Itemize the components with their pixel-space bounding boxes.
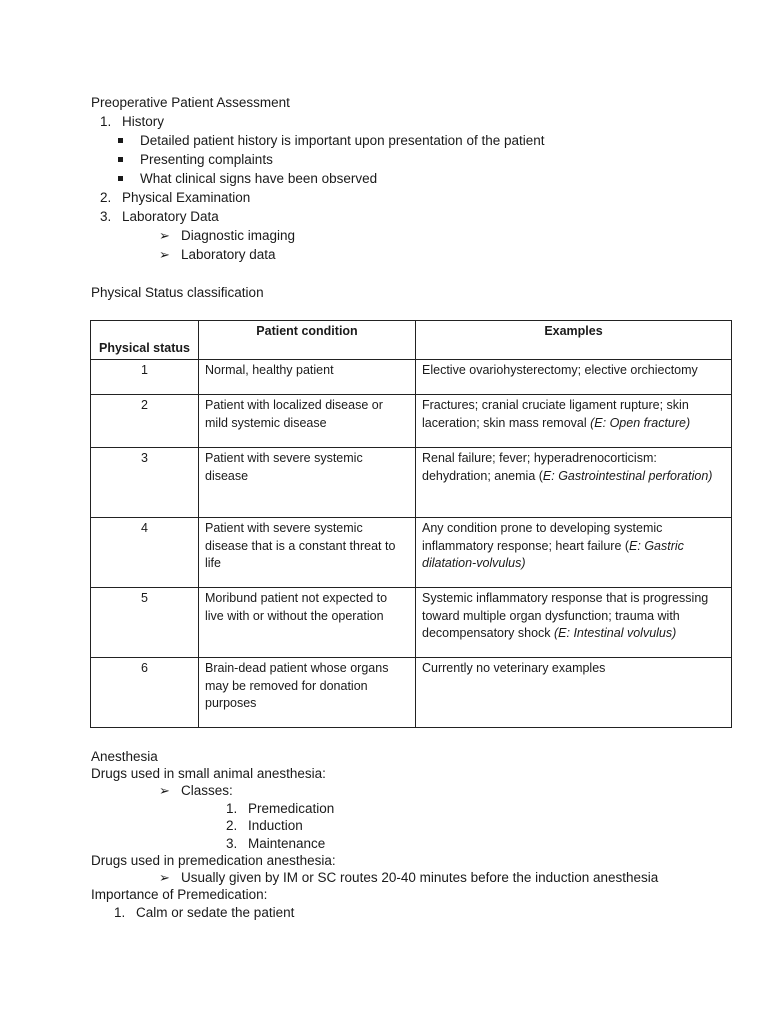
list-number: 2. [226, 818, 238, 833]
examples-italic: E: Gastrointestinal perforation) [542, 468, 713, 483]
square-bullet-icon [118, 176, 123, 181]
list-item: Detailed patient history is important upon presentation of the patient [140, 133, 545, 148]
arrow-bullet-icon: ➢ [159, 783, 170, 798]
text-line: Importance of Premedication: [91, 887, 268, 902]
examples-cell [416, 588, 732, 658]
status-cell: 6 [91, 658, 199, 728]
physical-status-table [90, 320, 732, 728]
header-examples: Examples [416, 321, 732, 360]
examples-cell [416, 448, 732, 518]
list-item-history: History [122, 114, 165, 129]
list-number: 1. [114, 905, 126, 920]
examples-text: Renal failure; fever; hyperadrenocorticism: dehydration; anemia ( [422, 451, 657, 483]
list-item: What clinical signs have been observed [140, 171, 378, 186]
page-title: Preoperative Patient Assessment [91, 95, 290, 110]
list-item-lab-data: Laboratory Data [122, 209, 219, 224]
list-item: Induction [248, 818, 303, 833]
list-item: Premedication [248, 801, 335, 816]
header-physical-status: Physical status [91, 321, 199, 360]
square-bullet-icon [118, 157, 123, 162]
examples-text: Fractures; cranial cruciate ligament rupture; skin laceration; skin mass removal [422, 398, 689, 430]
arrow-bullet-icon: ➢ [159, 247, 170, 262]
condition-cell: Brain-dead patient whose organs may be removed for donation purposes [199, 658, 416, 728]
examples-italic: E: Gastric dilatation-volvulus) [422, 538, 684, 570]
examples-cell [416, 395, 732, 448]
table-row [91, 395, 732, 448]
list-item: Maintenance [248, 836, 326, 851]
condition-cell: Patient with localized disease or mild systemic disease [199, 395, 416, 448]
arrow-bullet-icon: ➢ [159, 228, 170, 243]
text-line: Drugs used in premedication anesthesia: [91, 853, 336, 868]
list-item: Classes: [181, 783, 233, 798]
condition-cell: Patient with severe systemic disease [199, 448, 416, 518]
status-cell: 2 [91, 395, 199, 448]
examples-cell [416, 658, 732, 728]
condition-cell: Normal, healthy patient [199, 360, 416, 395]
table-row [91, 518, 732, 588]
examples-text: Any condition prone to developing systemic inflammatory response; heart failure ( [422, 521, 663, 553]
examples-cell [416, 518, 732, 588]
list-item: Calm or sedate the patient [136, 905, 295, 920]
examples-text: Systemic inflammatory response that is progressing toward multiple organ dysfunction; trauma with decompensatory shock [422, 591, 709, 640]
list-number: 1. [226, 801, 238, 816]
list-number: 3. [100, 209, 112, 224]
list-item: Laboratory data [181, 247, 276, 262]
list-item: Diagnostic imaging [181, 228, 296, 243]
list-item-physical-exam: Physical Examination [122, 190, 251, 205]
status-cell: 4 [91, 518, 199, 588]
section-heading: Anesthesia [91, 749, 158, 764]
condition-cell: Patient with severe systemic disease that is a constant threat to life [199, 518, 416, 588]
list-number: 2. [100, 190, 112, 205]
examples-italic: (E: Open fracture) [590, 415, 691, 430]
table-header-row [91, 321, 732, 360]
examples-italic: (E: Intestinal volvulus) [554, 626, 677, 640]
list-number: 1. [100, 114, 112, 129]
arrow-bullet-icon: ➢ [159, 870, 170, 885]
table-row [91, 658, 732, 728]
list-item: Usually given by IM or SC routes 20-40 minutes before the induction anesthesia [181, 870, 659, 885]
status-cell: 3 [91, 448, 199, 518]
table-row [91, 448, 732, 518]
table-row [91, 360, 732, 395]
examples-text: Currently no veterinary examples [422, 661, 606, 675]
condition-cell: Moribund patient not expected to live with or without the operation [199, 588, 416, 658]
text-line: Drugs used in small animal anesthesia: [91, 766, 326, 781]
examples-cell [416, 360, 732, 395]
status-cell: 5 [91, 588, 199, 658]
list-number: 3. [226, 836, 238, 851]
square-bullet-icon [118, 138, 123, 143]
header-patient-condition: Patient condition [199, 321, 416, 360]
examples-text: Elective ovariohysterectomy; elective orchiectomy [422, 363, 698, 377]
status-cell: 1 [91, 360, 199, 395]
section-heading: Physical Status classification [91, 285, 264, 300]
list-item: Presenting complaints [140, 152, 273, 167]
table-row [91, 588, 732, 658]
